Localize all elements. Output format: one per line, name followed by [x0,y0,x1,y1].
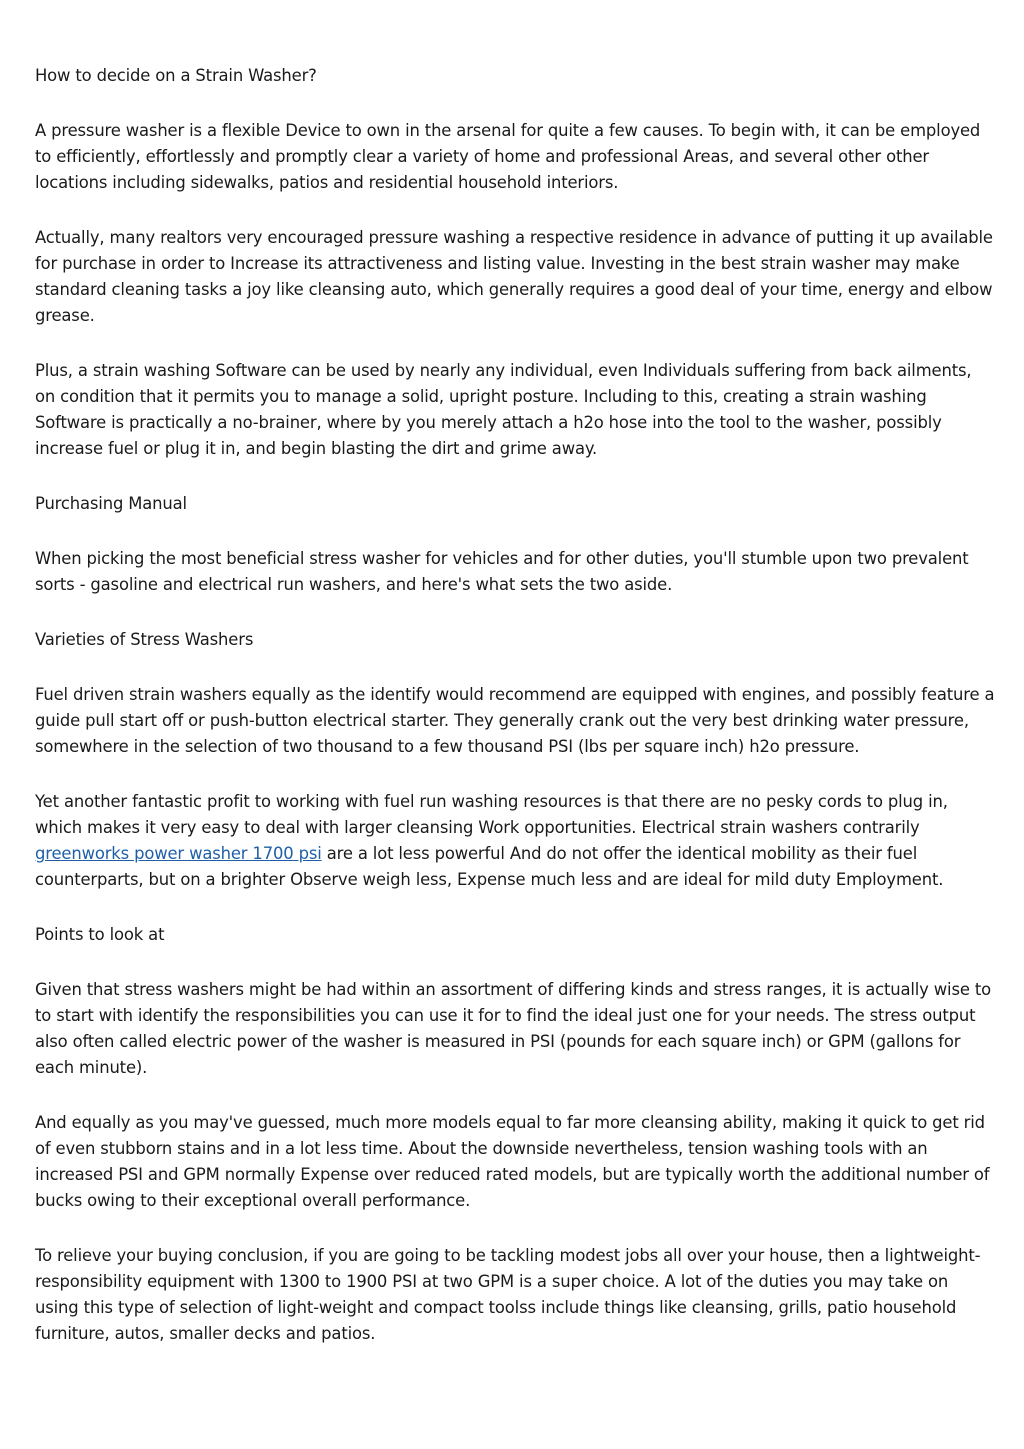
heading-varieties: Varieties of Stress Washers [35,630,254,649]
paragraph-profit-text-after: are a lot less powerful And do not offer the identical mobility as their fuel counterparts, but on a brighter Observe weigh less, Expense much less and are ideal for mild duty Employment. [35,844,944,889]
paragraph-usability: Plus, a strain washing Software can be used by nearly any individual, even Individuals suffering from back ailments, on condition that it permits you to manage a solid, upright posture. Including to this, creating a strain washing Software is practically a no-brainer, where by you merely attach a h2o hose into the tool to the washer, possibly increase fuel or plug it in, and begin blasting the dirt and grime away. [35,361,972,458]
paragraph-buying-conclusion: To relieve your buying conclusion, if you are going to be tackling modest jobs all over your house, then a lightweight-responsibility equipment with 1300 to 1900 PSI at two GPM is a super choice. A lot of the duties you may take on using this type of selection of light-weight and compact toolss include things like cleansing, grills, patio household furniture, autos, smaller decks and patios. [35,1246,981,1343]
heading-purchasing-manual: Purchasing Manual [35,494,187,513]
paragraph-varieties: Fuel driven strain washers equally as the identify would recommend are equipped with engines, and possibly feature a guide pull start off or push-button electrical starter. They generally crank out the very best drinking water pressure, somewhere in the selection of two thousand to a few thousand PSI (lbs per square inch) h2o pressure. [35,685,995,756]
paragraph-intro: A pressure washer is a flexible Device to own in the arsenal for quite a few causes. To begin with, it can be employed to efficiently, effortlessly and promptly clear a variety of home and professional Areas, and several other other locations including sidewalks, patios and residential household interiors. [35,121,981,192]
paragraph-more-models: And equally as you may've guessed, much more models equal to far more cleansing ability, making it quick to get rid of even stubborn stains and in a lot less time. About the downside nevertheless, tension washing tools with an increased PSI and GPM normally Expense over reduced rated models, but are typically worth the additional number of bucks owing to their exceptional overall performance. [35,1113,990,1210]
paragraph-realtors: Actually, many realtors very encouraged pressure washing a respective residence in advance of putting it up available for purchase in order to Increase its attractiveness and listing value. Investing in the best strain washer may make standard cleaning tasks a joy like cleansing auto, which generally requires a good deal of your time, energy and elbow grease. [35,228,993,325]
heading-points-to-look-at: Points to look at [35,925,165,944]
document-page [35,63,995,1376]
paragraph-profit-text-before: Yet another fantastic profit to working with fuel run washing resources is that there are no pesky cords to plug in, which makes it very easy to deal with larger cleansing Work opportunities. Electrical strain washers contrarily [35,792,948,837]
greenworks-link[interactable]: greenworks power washer 1700 psi [35,844,322,863]
paragraph-purchasing: When picking the most beneficial stress washer for vehicles and for other duties, you'll stumble upon two prevalent sorts - gasoline and electrical run washers, and here's what sets the two aside. [35,549,969,594]
paragraph-stress-ranges: Given that stress washers might be had within an assortment of differing kinds and stress ranges, it is actually wise to to start with identify the responsibilities you can use it for to find the ideal just one for your needs. The stress output also often called electric power of the washer is measured in PSI (pounds for each square inch) or GPM (gallons for each minute). [35,980,991,1077]
paragraph-profit [35,789,995,893]
document-title: How to decide on a Strain Washer? [35,66,317,85]
